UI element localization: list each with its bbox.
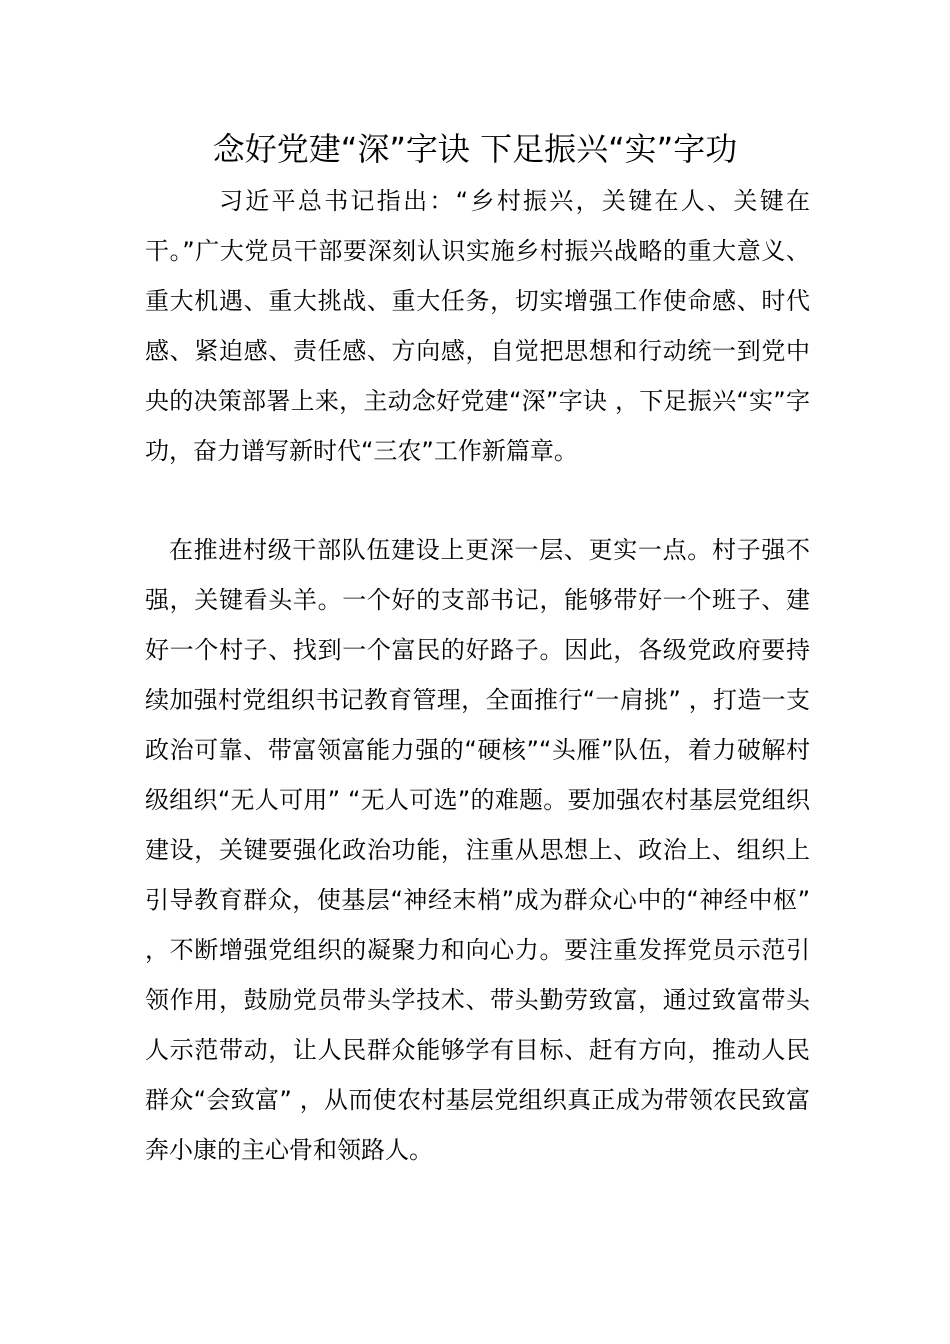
document-title: 念好党建“深”字诀 下足振兴“实”字功 bbox=[212, 130, 738, 168]
paragraph-1: 习近平总书记指出：“乡村振兴，关键在人、关键在干。”广大党员干部要深刻认识实施乡村振兴战略的重大意义、重大机遇、重大挑战、重大任务，切实增强工作使命感、时代感、紧迫感、责任感、方向感，自觉把思想和行动统一到党中央的决策部署上来，主动念好党建“深”字诀 ，下足振兴“实”字功，奋力谱写新时代“三农”工作新篇章。 bbox=[145, 187, 810, 465]
paragraph-2: 在推进村级干部队伍建设上更深一层、更实一点。村子强不强，关键看头羊。一个好的支部书记，能够带好一个班子、建好一个村子、找到一个富民的好路子。因此，各级党政府要持续加强村党组织书记教育管理，全面推行“一肩挑” ，打造一支政治可靠、带富领富能力强的“硬核”“头雁”队伍，着力破解村级组织“无人可用” “无人可选”的难题。要加强农村基层党组织建设，关键要强化政治功能，注重从思想上、政治上、组织上引导教育群众，使基层“神经末梢”成为群众心中的“神经中枢” ，不断增强党组织的凝聚力和向心力。要注重发挥党员示范引领作用，鼓励党员带头学技术、带头勤劳致富，通过致富带头人示范带动，让人民群众能够学有目标、赶有方向，推动人民群众“会致富” ，从而使农村基层党组织真正成为带领农民致富奔小康的主心骨和领路人。 bbox=[145, 536, 810, 1164]
